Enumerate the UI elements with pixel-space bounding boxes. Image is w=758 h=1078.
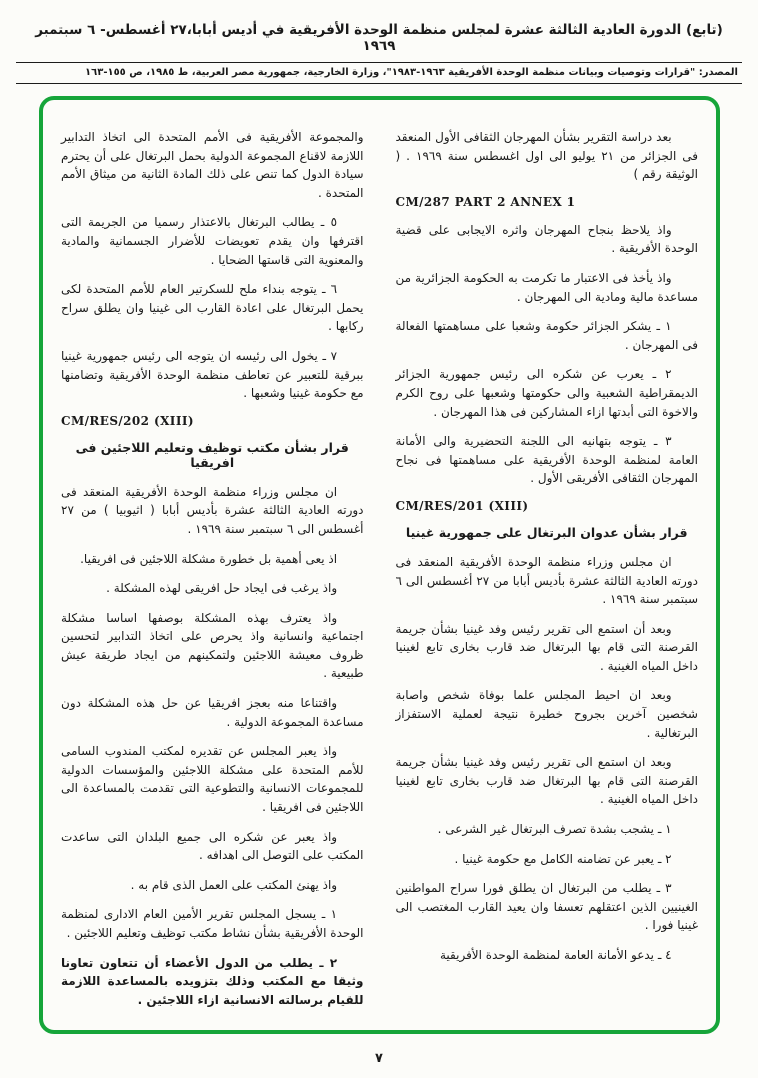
column-left (61, 128, 364, 1014)
list-item: ٢ ـ يعرب عن شكره الى رئيس جمهورية الجزائر الديمقراطية الشعبية والى حكومتها وشعبها على روح الكرم والاخوة التى أبدتها ازاء المشاركين فى هذا المهرجان . (395, 367, 698, 419)
paragraph: واذ يأخذ فى الاعتبار ما تكرمت به الحكومة الجزائرية من مساعدة مالية ومادية الى المهرجان . (395, 270, 698, 304)
paragraph: واذ يرغب فى ايجاد حل افريقى لهذه المشكلة . (106, 581, 338, 596)
header-source: المصدر: "قرارات وتوصيات وبيانات منظمة الوحدة الأفريقية ١٩٦٣-١٩٨٣"، وزارة الخارجية، جمهورية مصر العربية، ط ١٩٨٥، ص ١٥٥-١٦٣ (85, 67, 738, 78)
page-number: ٧ (375, 1051, 383, 1066)
paragraph: وبعد ان احيط المجلس علما بوفاة شخص واصابة شخصين آخرين بجروح خطيرة نتيجة لعملية الاستفزاز البرتغالية . (395, 688, 698, 740)
list-item: ٥ ـ يطالب البرتغال بالاعتذار رسميا من الجريمة التى اقترفها وان يقدم تعويضات للأضرار الجسمانية والمادية والمعنوية التى قاستها الضحايا . (61, 215, 364, 267)
list-item: ٢ ـ يطلب من الدول الأعضاء أن تتعاون تعاونا وثيقا مع المكتب وذلك بتزويده بالمساعدة اللازمة للقيام برسالته الانسانية ازاء اللاجئين . (61, 955, 364, 1007)
paragraph: بعد دراسة التقرير بشأن المهرجان الثقافى الأول المنعقد فى الجزائر من ٢١ يوليو الى اول اغسطس سنة ١٩٦٩ . ( الوثيقة رقم ) (395, 130, 699, 182)
page-header (12, 22, 746, 84)
list-item: ١ ـ يشجب بشدة تصرف البرتغال غير الشرعى . (437, 822, 672, 837)
list-item: ٣ ـ يطلب من البرتغال ان يطلق فورا سراح المواطنين الغينيين الذين اعتقلهم تعسفا وان يعيد القارب المغتصب الى غينيا فورا . (395, 881, 698, 933)
paragraph: ان مجلس وزراء منظمة الوحدة الأفريقية المنعقد فى دورته العادية الثالثة عشرة بأديس أبابا ( اثيوبيا ) من ٢٧ أغسطس الى ٦ سبتمبر سنة ١٩٦٩ . (61, 484, 364, 536)
paragraph: واقتناعا منه بعجز افريقيا عن حل هذه المشكلة دون مساعدة المجموعة الدولية . (61, 696, 364, 729)
paragraph: واذ يعبر المجلس عن تقديره لمكتب المندوب السامى للأمم المتحدة على مشكلة اللاجئين والمؤسسات الدولية للمجموعات الانسانية والتطوعية التى تقدمت بالمساعدة الى اللاجئين فى افريقيا . (61, 744, 364, 815)
list-item: ١ ـ يسجل المجلس تقرير الأمين العام الادارى لمنظمة الوحدة الأفريقية بشأن نشاط مكتب توظيف وتعليم اللاجئين . (61, 907, 364, 940)
paragraph: وبعد أن استمع الى تقرير رئيس وفد غينيا بشأن جريمة القرصنة التى قام بها البرتغال ضد قارب بخارى تابع لغينيا داخل المياه الغينية . (395, 621, 698, 673)
column-right (396, 128, 699, 1014)
paragraph: اذ يعى أهمية بل خطورة مشكلة اللاجئين فى افريقيا. (80, 551, 338, 566)
document-reference: CM/RES/201 (XIII) (395, 498, 529, 513)
header-title: (تابع) الدورة العادية الثالثة عشرة لمجلس منظمة الوحدة الأفريقية في أديس أبابا،٢٧ أغسطس- ٦ سبتمبر ١٩٦٩ (35, 22, 723, 54)
resolution-heading: قرار بشأن عدوان البرتغال على جمهورية غينيا (405, 524, 688, 540)
list-item: ٤ ـ يدعو الأمانة العامة لمنظمة الوحدة الأفريقية (439, 948, 672, 962)
resolution-heading: قرار بشأن مكتب توظيف وتعليم اللاجئين فى افريقيا (75, 439, 349, 470)
paragraph: ان مجلس وزراء منظمة الوحدة الأفريقية المنعقد فى دورته العادية الثالثة عشرة بأديس أبابا من ٢٧ أغسطس الى ٦ سبتمبر سنة ١٩٦٩ . (395, 554, 698, 607)
document-frame (39, 96, 720, 1034)
paragraph: واذ يعبر عن شكره الى جميع البلدان التى ساعدت المكتب على التوصل الى اهدافه . (61, 829, 364, 863)
list-item: ٢ ـ يعبر عن تضامنه الكامل مع حكومة غينيا . (454, 851, 672, 866)
list-item: ٦ ـ يتوجه بنداء ملح للسكرتير العام للأمم المتحدة لكى يحمل البرتغال على اعادة القارب الى غينيا وان يطلق سراح ركابها . (61, 282, 364, 334)
list-item: ٧ ـ يخول الى رئيسه ان يتوجه الى رئيس جمهورية غينيا ببرقية للتعبير عن تعاطف منظمة الوحدة الأفريقية وتضامنها مع حكومة غينيا وشعبها . (61, 348, 364, 401)
document-reference: CM/287 PART 2 ANNEX 1 (395, 194, 576, 209)
paragraph: واذ يلاحظ بنجاح المهرجان واثره الايجابى على قضية الوحدة الأفريقية . (395, 222, 698, 256)
paragraph: وبعد ان استمع الى تقرير رئيس وفد غينيا بشأن جريمة القرصنة التى قام بها البرتغال ضد قارب بخارى تابع لغينيا داخل المياه الغينية . (395, 755, 698, 807)
list-item: ٣ ـ يتوجه بتهانيه الى اللجنة التحضيرية والى الأمانة العامة لمنظمة الوحدة الأفريقية على مساهمتها فى نجاح المهرجان الثقافى الأفريقى الأول . (395, 434, 698, 486)
paragraph: والمجموعة الأفريقية فى الأمم المتحدة الى اتخاذ التدابير اللازمة لاقناع المجموعة الدولية بحمل البرتغال على أن يحترم سيادة الدول كما تنص على ذلك المادة الثانية من ميثاق الأمم المتحدة . (61, 130, 364, 200)
header-divider-top (16, 62, 742, 63)
paragraph: واذ يهنئ المكتب على العمل الذى قام به . (130, 877, 338, 892)
paragraph: واذ يعترف بهذه المشكلة بوصفها اساسا مشكلة اجتماعية وانسانية واذ يحرص على اتخاذ التدابير لتحسين ظروف معيشة اللاجئين ولتمكينهم من ايجاد طريقة عيش طبيعية . (61, 610, 364, 681)
list-item: ١ ـ يشكر الجزائر حكومة وشعبا على مساهمتها الفعالة فى المهرجان . (395, 319, 698, 352)
document-reference: CM/RES/202 (XIII) (61, 413, 194, 428)
header-divider-bottom (16, 83, 742, 84)
